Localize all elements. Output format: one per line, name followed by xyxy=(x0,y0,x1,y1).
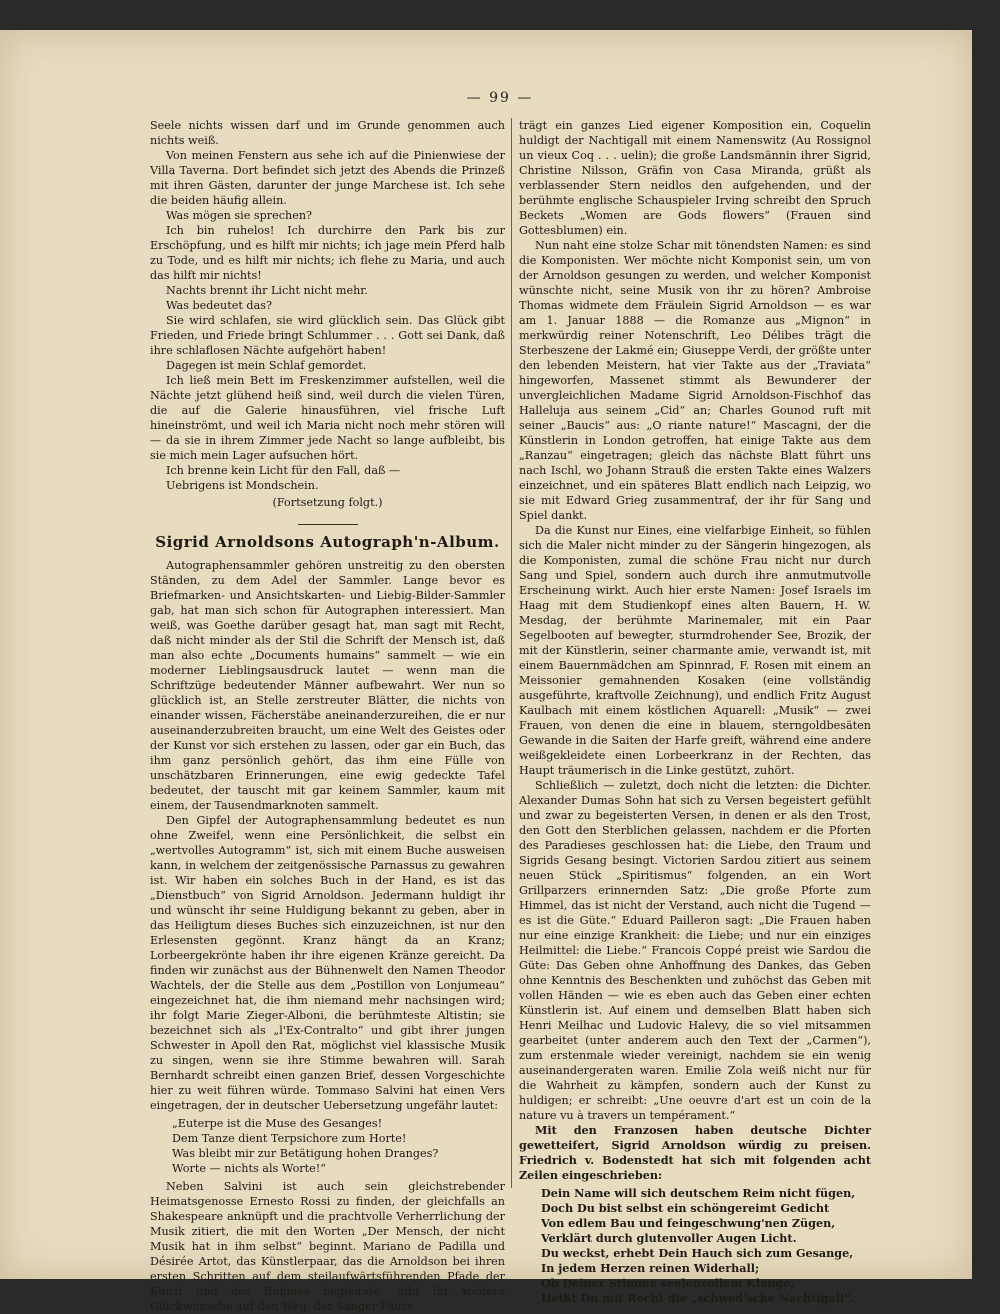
paragraph: Seele nichts wissen darf und im Grunde genommen auch nichts weiß. xyxy=(150,119,505,147)
paragraph: Ich ließ mein Bett im Freskenzimmer aufstellen, weil die Nächte jetzt glühend heiß sind, weil durch die vielen Türen, die auf die Galerie hinausführen, viel frische Luft hineinströmt, und weil ich Maria nicht noch mehr stören will — da sie in ihrem Zimmer jede Nacht so lange aufbleibt, bis sie mich mein Lager aufsuchen hört. xyxy=(150,374,505,462)
paragraph: Neben Salvini ist auch sein gleichstrebender Heimatsgenosse Ernesto Rossi zu finden, der gleichfalls an Shakespeare anknüpft und die prachtvolle Verherrlichung der Musik zitiert, die mit den Worten „Der Mensch, der nicht Musik hat in ihm selbst“ beginnt. Mariano de Padilla und Désirée Artot, das Künstlerpaar, das die Arnoldson bei ihren ersten Schritten auf dem steilaufwärtsführenden Pfade der Kunst und des Ruhmes begleitete, gibt ihr weitere Glückwünsche auf den Weg, der Sänger Faure xyxy=(150,1180,505,1313)
right-column xyxy=(519,118,871,1309)
paragraph: Von meinen Fenstern aus sehe ich auf die Pinienwiese der Villa Taverna. Dort befindet sich jetzt des Abends die Prinzeß mit ihren Gästen, darunter der junge Marchese ist. Ich sehe die beiden häufig allein. xyxy=(150,149,505,207)
section-divider xyxy=(298,524,358,525)
poem-line: Heißt Du mit Recht die „schwed'sche Nachtigall“. xyxy=(541,1291,855,1305)
continuation-note: (Fortsetzung folgt.) xyxy=(272,496,383,509)
paragraph: Ich brenne kein Licht für den Fall, daß — xyxy=(166,464,401,477)
paragraph: Da die Kunst nur Eines, eine vielfarbige Einheit, so fühlen sich die Maler nicht minder zu der Sängerin hingezogen, als die Komponisten, zumal die schöne Frau nicht nur durch Sang und Spiel, sondern auch durch ihre anmutmutvolle Erscheinung wirkt. Auch hier erste Namen: Josef Israels im Haag mit dem Studienkopf eines alten Bauern, H. W. Mesdag, der berühmte Marinemaler, mit ein Paar Segelbooten auf bewegter, sturmdrohender See, Brozik, der mit der Künstlerin, seiner charmante amie, verwandt ist, mit einem Bauernmädchen am Spinnrad, F. Rosen mit einem an Meissonier gemahnenden Kosaken (eine vollständig ausgeführte, kraftvolle Zeichnung), und endlich Fritz August Kaulbach mit einem köstlichen Aquarell: „Musik“ — zwei Frauen, von denen die eine in blauem, sterngoldbesäten Gewande in die Saiten der Harfe greift, während eine andere weißgekleidete einen Lorbeerkranz in der Rechten, das Haupt träumerisch in die Linke gestützt, zuhört. xyxy=(519,524,871,777)
paragraph: Autographensammler gehören unstreitig zu den obersten Ständen, zu dem Adel der Sammler. Lange bevor es Briefmarken- und Ansichtskarten- und Liebig-Bilder-Sammler gab, hat man sich schon für Autographen interessiert. Man weiß, was Goethe darüber gesagt hat, man sagt mit Recht, daß nicht minder als der Stil die Schrift der Mensch ist, daß man also echte „Documents humains“ sammelt — wie ein moderner Lieblingsausdruck lautet — wenn man die Schriftzüge bedeutender Männer aufbewahrt. Wer nun so glücklich ist, an Stelle zerstreuter Blätter, die nichts von einander wissen, Fächerstäbe aneinanderzureihen, die er nur auseinanderzubreiten braucht, um eine Welt des Geistes oder der Kunst vor sich erstehen zu lassen, oder gar ein Buch, das ihm ganz persönlich gehört, das ihm eine Fülle von unschätzbaren Erinnerungen, eine ewig gedeckte Tafel bedeutet, der tauscht mit gar keinem Sammler, kaum mit einem, der Tausendmarknoten sammelt. xyxy=(150,559,505,812)
column-rule xyxy=(511,118,512,1188)
poem-line: Dein Name will sich deutschem Reim nicht fügen, xyxy=(541,1186,856,1200)
poem-line: Ob Deiner Stimme seelenvollem Klange, xyxy=(541,1276,795,1290)
paragraph: Was bedeutet das? xyxy=(166,299,273,312)
poem-line: Du weckst, erhebt Dein Hauch sich zum Gesange, xyxy=(541,1246,854,1260)
paragraph: Den Gipfel der Autographensammlung bedeutet es nun ohne Zweifel, wenn eine Persönlichkeit, die selbst ein „wertvolles Autogramm“ ist, sich mit einem Buche ausweisen kann, in welchem der zeitgenössische Parnassus zu gewahren ist. Wir haben ein solches Buch in der Hand, es ist das „Dienstbuch“ von Sigrid Arnoldson. Jedermann huldigt ihr und wünscht ihr seine Huldigung bekannt zu geben, aber in das Heiligtum dieses Buches sich einzuzeichnen, ist nur den Erlesensten gegönnt. Kranz hängt da an Kranz; Lorbeergekrönte haben ihr ihre eigenen Kränze gereicht. Da finden wir zunächst aus der Bühnenwelt den Namen Theodor Wachtels, der die Stelle aus dem „Postillon von Lonjumeau“ eingezeichnet hat, die ihm niemand mehr nachsingen wird; ihr folgt Marie Zieger-Alboni, die berühmteste Altistin; sie bezeichnet sich als „l'Ex-Contralto“ und gibt ihrer jungen Schwester in Apoll den Rat, möglichst viel klassische Musik zu singen, wenn sie ihre Stimme bewahren will. Sarah Bernhardt schreibt einen ganzen Brief, dessen Vorgeschichte hier zu weit führen würde. Tommaso Salvini hat einen Vers eingetragen, der in deutscher Uebersetzung ungefähr lautet: xyxy=(150,814,505,1112)
poem-block xyxy=(541,1186,871,1306)
verse-line: Dem Tanze dient Terpsichore zum Horte! xyxy=(172,1132,407,1145)
verse-line: „Euterpe ist die Muse des Gesanges! xyxy=(172,1117,383,1130)
article-heading: Sigrid Arnoldsons Autograph'n-Album. xyxy=(155,533,500,551)
poem-line: Von edlem Bau und feingeschwung'nen Zügen, xyxy=(541,1216,836,1230)
poem-line: Doch Du bist selbst ein schöngereimt Gedicht xyxy=(541,1201,830,1215)
left-column xyxy=(150,118,505,1314)
paragraph: Schließlich — zuletzt, doch nicht die letzten: die Dichter. Alexander Dumas Sohn hat sich zu Versen begeistert gefühlt und zwar zu begeisterten Versen, in denen er als den Trost, den Gott den Sterblichen gelassen, nachdem er die Pforten des Paradieses geschlossen hat: die Liebe, den Traum und Sigrids Gesang besingt. Victorien Sardou zitiert aus seinem neuen Stück „Spiritismus“ folgenden, an ein Wort Grillparzers erinnernden Satz: „Die große Pforte zum Himmel, das ist nicht der Verstand, auch nicht die Tugend — es ist die Güte.“ Eduard Pailleron sagt: „Die Frauen haben nur eine einzige Krankheit: die Liebe; und nur ein einziges Heilmittel: die Liebe.“ Francois Coppé preist wie Sardou die Güte: Das Geben ohne Anhoffnung des Dankes, das Geben ohne Kenntnis des Beschenkten und zuhöchst das Geben mit vollen Händen — wie es eben auch das Geben einer echten Künstlerin ist. Auf einem und demselben Blatt haben sich Henri Meilhac und Ludovic Halevy, die so viel mitsammen gearbeitet (unter anderem auch den Text der „Carmen“), zum erstenmale wieder vereinigt, nachdem sie ein wenig auseinandergeraten waren. Emilie Zola weiß nicht nur für die Wahrheit zu kämpfen, sondern auch der Kunst zu huldigen; er schreibt: „Une oeuvre d'art est un coin de la nature vu à travers un tempérament.“ xyxy=(519,779,871,1122)
paragraph: trägt ein ganzes Lied eigener Komposition ein, Coquelin huldigt der Nachtigall mit einem Namenswitz (Au Rossignol un vieux Coq . . . uelin); die große Landsmännin ihrer Sigrid, Christine Nilsson, Gräfin von Casa Miranda, grüßt als verblassender Stern neidlos den aufgehenden, und der berühmte englische Schauspieler Irving schreibt den Spruch Beckets „Women are Gods flowers“ (Frauen sind Gottesblumen) ein. xyxy=(519,119,871,237)
paragraph: Dagegen ist mein Schlaf gemordet. xyxy=(166,359,367,372)
verse-block xyxy=(172,1116,505,1176)
paragraph: Nachts brennt ihr Licht nicht mehr. xyxy=(166,284,368,297)
verse-line: Worte — nichts als Worte!“ xyxy=(172,1162,326,1175)
paragraph: Sie wird schlafen, sie wird glücklich sein. Das Glück gibt Frieden, und Friede bringt Schlummer . . . Gott sei Dank, daß ihre schlaflosen Nächte aufgehört haben! xyxy=(150,314,505,357)
verse-line: Was bleibt mir zur Betätigung hohen Dranges? xyxy=(172,1147,439,1160)
paragraph: Nun naht eine stolze Schar mit tönendsten Namen: es sind die Komponisten. Wer möchte nicht Komponist sein, um von der Arnoldson gesungen zu werden, und welcher Komponist wünschte nicht, seine Musik von ihr zu hören? Ambroise Thomas widmete dem Fräulein Sigrid Arnoldson — es war am 1. Januar 1888 — die Romanze aus „Mignon“ in merkwürdig reiner Notenschrift, Leo Délibes trägt die Sterbeszene der Lakmé ein; Giuseppe Verdi, der größte unter den lebenden Meistern, hat vier Takte aus der „Traviata“ hingeworfen, Massenet stimmt als Bewunderer der unvergleichlichen Madame Sigrid Arnoldson-Fischhof das Halleluja aus seinem „Cid“ an; Charles Gounod ruft mit seiner „Baucis“ aus: „O riante nature!“ Mascagni, der die Künstlerin in London getroffen, hat einige Takte aus dem „Ranzau“ eingetragen; gleich das nächste Blatt führt uns nach Ischl, wo Johann Strauß die ersten Takte eines Walzers einzeichnet, und ein späteres Blatt endlich nach Leipzig, wo sie mit Edward Grieg zusammentraf, der ihr für Sang und Spiel dankt. xyxy=(519,239,871,522)
page-number: — 99 — xyxy=(466,90,534,106)
paragraph: Was mögen sie sprechen? xyxy=(166,209,313,222)
paragraph: Mit den Franzosen haben deutsche Dichter gewetteifert, Sigrid Arnoldson würdig zu preisen. Friedrich v. Bodenstedt hat sich mit folgenden acht Zeilen eingeschrieben: xyxy=(519,1123,871,1182)
poem-line: In jedem Herzen reinen Widerhall; xyxy=(541,1261,760,1275)
paragraph: Ich bin ruhelos! Ich durchirre den Park bis zur Erschöpfung, und es hilft mir nichts; ich jage mein Pferd halb zu Tode, und es hilft mir nichts; ich flehe zu Maria, und auch das hilft mir nichts! xyxy=(150,224,505,282)
poem-line: Verklärt durch glutenvoller Augen Licht. xyxy=(541,1231,797,1245)
paragraph: Uebrigens ist Mondschein. xyxy=(166,479,319,492)
